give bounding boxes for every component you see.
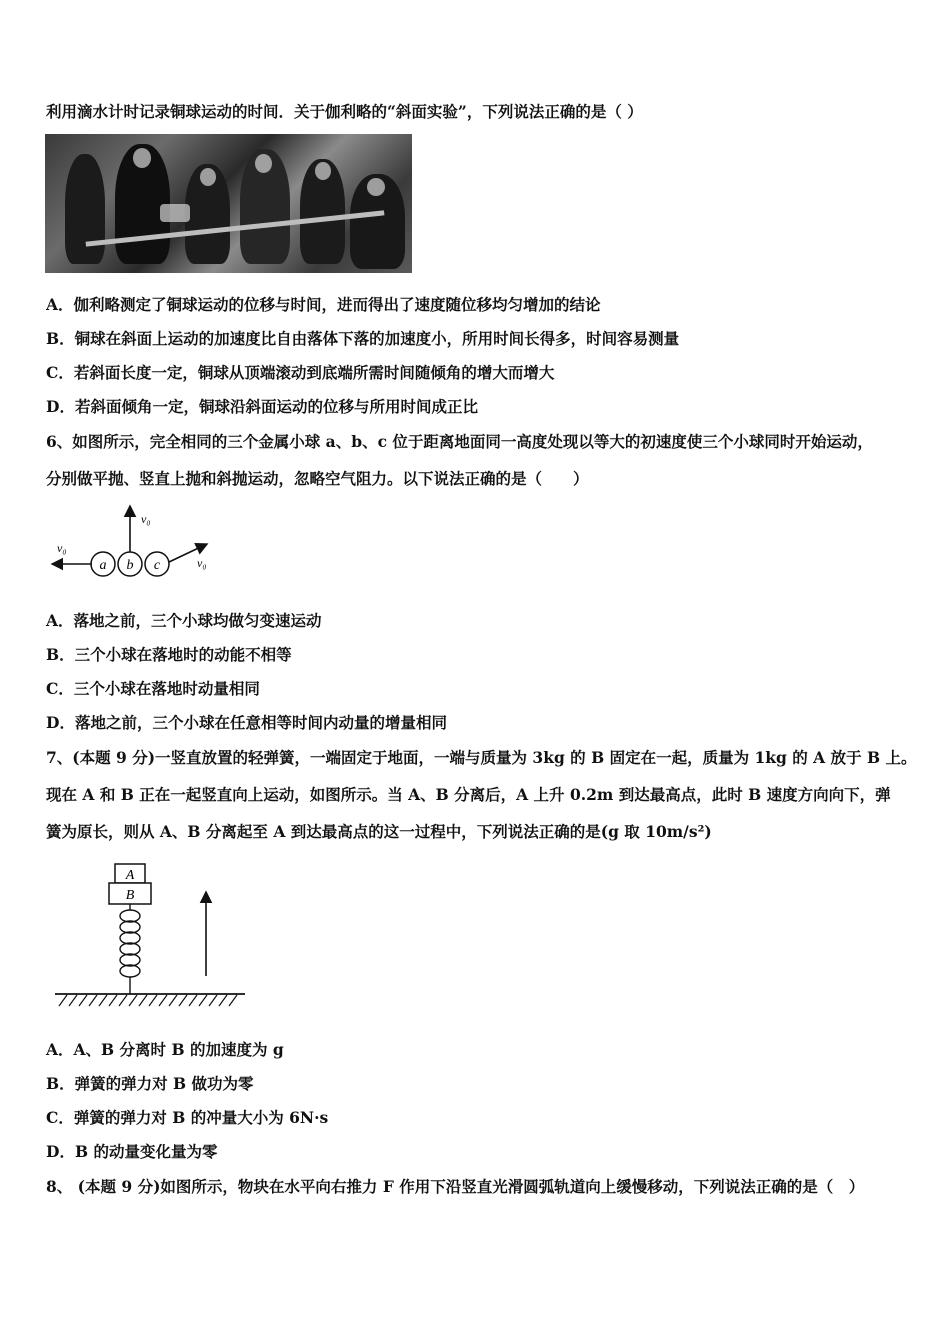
question-8-stem: 8、 (本题 9 分)如图所示，物块在水平向右推力 F 作用下沿竖直光滑圆弧轨道向上缓慢移动，下列说法正确的是（ ） bbox=[46, 1177, 865, 1196]
q7-option-b: B．弹簧的弹力对 B 做功为零 bbox=[46, 1074, 254, 1093]
question-5-stem: 利用滴水计时记录铜球运动的时间．关于伽利略的“斜面实验”，下列说法正确的是（ ） bbox=[46, 102, 643, 121]
q5-option-a: A．伽利略测定了铜球运动的位移与时间，进而得出了速度随位移均匀增加的结论 bbox=[46, 295, 601, 314]
galileo-incline-experiment-photo bbox=[45, 134, 412, 273]
question-7-stem-line1: 7、(本题 9 分)一竖直放置的轻弹簧，一端固定于地面，一端与质量为 3kg 的 B 固定在一起，质量为 1kg 的 A 放于 B 上。 bbox=[46, 748, 917, 767]
spring-blocks-figure bbox=[45, 856, 255, 1014]
q7-option-a: A．A、B 分离时 B 的加速度为 g bbox=[46, 1040, 284, 1059]
question-7-stem-line3: 簧为原长，则从 A、B 分离起至 A 到达最高点的这一过程中，下列说法正确的是(g 取 10m/s²) bbox=[46, 822, 712, 841]
block-b-label: B bbox=[125, 888, 135, 903]
q5-option-b: B．铜球在斜面上运动的加速度比自由落体下落的加速度小，所用时间长得多，时间容易测量 bbox=[46, 329, 680, 348]
q7-option-c: C．弹簧的弹力对 B 的冲量大小为 6N·s bbox=[46, 1108, 329, 1127]
three-balls-figure bbox=[45, 500, 220, 585]
q6-option-c: C．三个小球在落地时动量相同 bbox=[46, 679, 260, 698]
block-a-label: A bbox=[125, 868, 135, 883]
q7-option-d: D．B 的动量变化量为零 bbox=[46, 1142, 218, 1161]
q5-option-c: C．若斜面长度一定，铜球从顶端滚动到底端所需时间随倾角的增大而增大 bbox=[46, 363, 555, 382]
q6-option-d: D．落地之前，三个小球在任意相等时间内动量的增量相同 bbox=[46, 713, 447, 732]
oblique-velocity-label: v₀ bbox=[197, 556, 207, 570]
up-velocity-label: v₀ bbox=[141, 512, 151, 526]
question-7-stem-line2: 现在 A 和 B 正在一起竖直向上运动，如图所示。当 A、B 分离后，A 上升 0.2m 到达最高点，此时 B 速度方向向下，弹 bbox=[46, 785, 891, 804]
ground-hatching bbox=[59, 995, 237, 1006]
question-6-stem-line1: 6、如图所示，完全相同的三个金属小球 a、b、c 位于距离地面同一高度处现以等大的初速度使三个小球同时开始运动， bbox=[46, 432, 873, 451]
question-6-stem-line2: 分别做平抛、竖直上抛和斜抛运动，忽略空气阻力。以下说法正确的是（ ） bbox=[46, 469, 589, 488]
q5-option-d: D．若斜面倾角一定，铜球沿斜面运动的位移与所用时间成正比 bbox=[46, 397, 478, 416]
q6-option-b: B．三个小球在落地时的动能不相等 bbox=[46, 645, 292, 664]
ball-b-label: b bbox=[126, 558, 134, 573]
spring bbox=[120, 904, 140, 994]
ball-c-label: c bbox=[153, 558, 161, 573]
q6-option-a: A．落地之前，三个小球均做匀变速运动 bbox=[46, 611, 322, 630]
ball-a-label: a bbox=[99, 558, 107, 573]
left-velocity-label: v₀ bbox=[57, 541, 67, 555]
